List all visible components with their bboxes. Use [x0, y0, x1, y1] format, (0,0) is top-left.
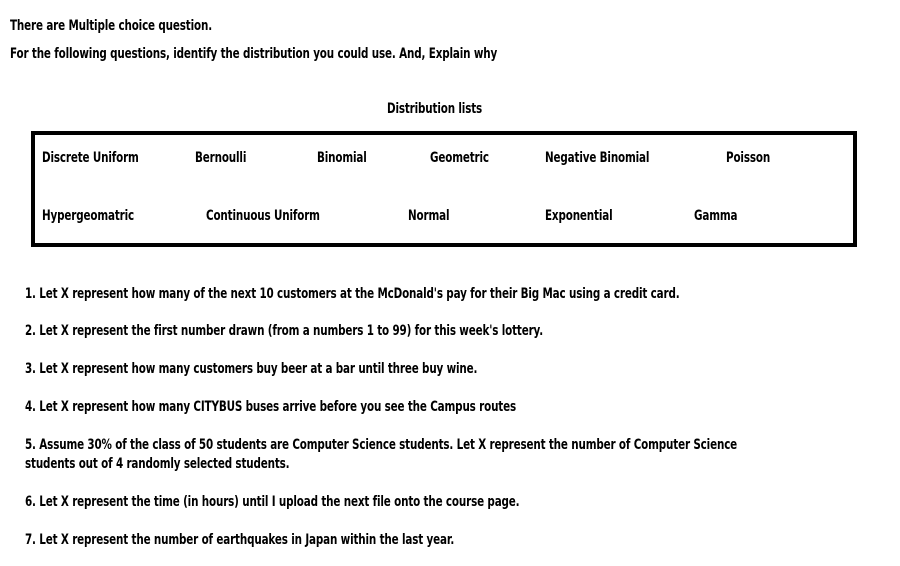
- distribution-item: Binomial: [317, 150, 367, 166]
- distribution-item: Gamma: [694, 208, 738, 224]
- question-5: 5. Assume 30% of the class of 50 students are Computer Science students. Let X represent the number of Computer Science: [25, 437, 738, 453]
- question-3: 3. Let X represent how many customers buy beer at a bar until three buy wine.: [25, 361, 478, 377]
- question-5-continued: students out of 4 randomly selected students.: [25, 456, 290, 472]
- intro-line-1: There are Multiple choice question.: [10, 18, 212, 34]
- distribution-list-box: [31, 131, 857, 247]
- distribution-list-title: Distribution lists: [387, 101, 483, 117]
- distribution-item: Poisson: [726, 150, 771, 166]
- question-2: 2. Let X represent the first number drawn (from a numbers 1 to 99) for this week's lottery.: [25, 323, 543, 339]
- distribution-item: Discrete Uniform: [42, 150, 139, 166]
- distribution-item: Normal: [408, 208, 450, 224]
- distribution-item: Bernoulli: [195, 150, 247, 166]
- question-4: 4. Let X represent how many CITYBUS buses arrive before you see the Campus routes: [25, 399, 517, 415]
- question-7: 7. Let X represent the number of earthquakes in Japan within the last year.: [25, 532, 455, 548]
- distribution-item: Geometric: [430, 150, 489, 166]
- distribution-item: Exponential: [545, 208, 613, 224]
- distribution-item: Negative Binomial: [545, 150, 650, 166]
- question-6: 6. Let X represent the time (in hours) until I upload the next file onto the course page.: [25, 494, 520, 510]
- distribution-item: Continuous Uniform: [206, 208, 320, 224]
- intro-line-2: For the following questions, identify the distribution you could use. And, Explain why: [10, 46, 498, 62]
- question-1: 1. Let X represent how many of the next 10 customers at the McDonald's pay for their Big Mac using a credit card.: [25, 286, 680, 302]
- distribution-item: Hypergeomatric: [42, 208, 135, 224]
